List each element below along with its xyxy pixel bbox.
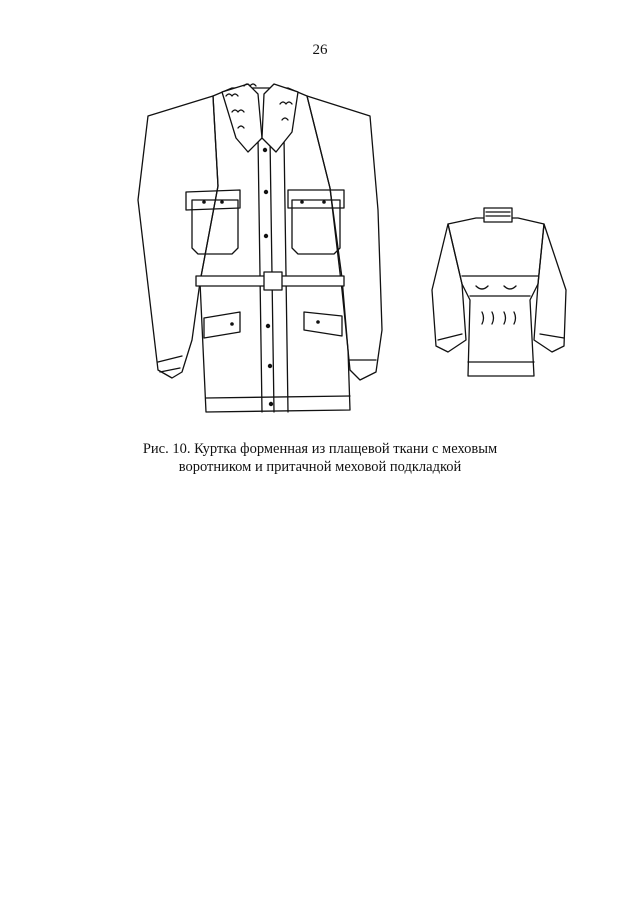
- left-lower-pocket: [204, 312, 240, 338]
- belt-buckle: [264, 272, 282, 290]
- jacket-front-view: [138, 84, 382, 412]
- back-collar: [484, 208, 512, 222]
- right-lower-pocket: [304, 312, 342, 336]
- back-right-sleeve: [534, 224, 566, 352]
- front-left-sleeve: [138, 96, 218, 378]
- jacket-back-view: [432, 208, 566, 376]
- caption-line-2: воротником и притачной меховой подкладкой: [178, 459, 462, 475]
- page-number: 26: [312, 42, 328, 58]
- caption-line-1: Рис. 10. Куртка форменная из плащевой ткани с меховым: [142, 441, 498, 457]
- jacket-illustration: [0, 0, 640, 440]
- figure-caption: [0, 440, 640, 476]
- back-left-sleeve: [432, 224, 466, 352]
